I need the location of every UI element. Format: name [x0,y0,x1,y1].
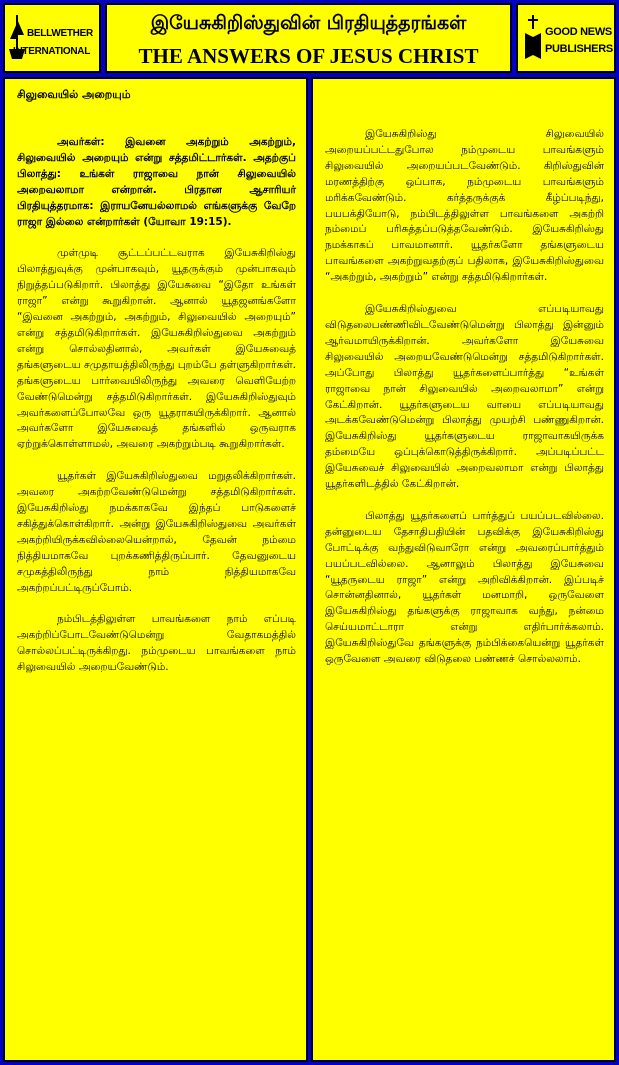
header-title-box [105,3,512,73]
paragraph: பிலாத்து யூதர்களைப் பார்த்துப் பயப்படவில்லை. தன்னுடைய தேசாதிபதியின் பதவிக்கு இயேசுகிறிஸ்து போட்டிக்கு வந்துவிடுவாரோ என்று அவரைப்பார்த்தும் பயப்படவில்லை. ஆனாலும் பிலாத்து இயேசுவை “யூதருடைய ராஜா” என்று அறிவிக்கிறான். இப்படிச் சொன்னதினால், யூதர்கள் மனமாறி, ஒருவேளை இயேசுகிறிஸ்து தங்களுக்கு ராஜாவாக வந்து, நன்மை செய்யமாட்டாரா என்று எதிர்பார்க்கலாம். இயேசுகிறிஸ்துவே தங்களுக்கு நம்பிக்கையென்று யூதர்கள் ஒருவேளை அவரை விடுதலை பண்ணச் சொல்லலாம். [325,509,604,666]
title-english: THE ANSWERS OF JESUS CHRIST [138,44,479,68]
bellwether-line1: BELLWETHER [27,28,93,39]
bellwether-line2: INTERNATIONAL [13,46,91,57]
paragraph: முள்முடி சூட்டப்பட்டவராக இயேசுகிறிஸ்து பிலாத்துவுக்கு முன்பாகவும், யூதருக்கும் முன்பாகவும் நிறுத்தப்படுகிறார். பிலாத்து இயேசுவை “இதோ உங்கள் ராஜா” என்று கூறுகிறான். ஆனால் யூதஜனங்களோ “இவனை அகற்றும், அகற்றும், சிலுவையில் அறையும்” என்று சத்தமிடுகிறார்கள். இயேசுகிறிஸ்துவை அகற்றும் என்று சொல்லதினால், அவர்கள் இயேசுவைத் தங்களுடைய சமுதாயத்திலிருந்து புறம்பே தள்ளுகிறார்கள். தங்களுடைய பார்வையிலிருந்து அவரை வெளியேற்ற வேண்டுமென்று சத்தமிடுகிறார்கள். இயேசுகிறிஸ்துவும் அவர்களைப்போலவே ஒரு யூதராகயிருக்கிறார். ஆனால் அவர்களோ இயேசுவைத் தங்களில் ஒருவராக ஏற்றுக்கொள்ளாமல், அவரை அகற்றும்படி கூறுகிறார்கள். [17,247,296,451]
article-heading: சிலுவையில் அறையும் [17,88,131,101]
good-news-line1: GOOD NEWS [545,26,612,38]
title-tamil: இயேசுகிறிஸ்துவின் பிரதியுத்தரங்கள் [150,12,467,34]
good-news-logo [516,3,616,73]
paragraph: நம்பிடத்திலுள்ள பாவங்களை நாம் எப்படி அகற்றிப்போடவேண்டுமென்று வேதாகமத்தில் சொல்லப்பட்டிருக்கிறது. நம்முடைய பாவங்களை நாம் சிலுவையில் அறையவேண்டும். [17,613,296,674]
paragraph: இயேசுகிறிஸ்து சிலுவையில் அறையப்பட்டதுபோல நம்முடைய பாவங்களும் சிலுவையில் அறையப்படவேண்டும். கிறிஸ்துவின் மரணத்திற்கு ஒப்பாக, நம்முடைய பாவங்களும் மரிக்கவேண்டும். கர்த்தருக்குக் கீழ்ப்படிந்து, பயபக்தியோடு, நம்பிடத்திலுள்ள பாவங்களை அகற்றி நம்மைப் பரிசுத்தப்படுத்தவேண்டும். இயேசுகிறிஸ்து நமக்காகப் பாவமானார். யூதர்களோ தங்களுடைய பாவங்களை அகற்றுவதற்குப் பதிலாக, இயேசுகிறிஸ்துவை “அகற்றும், அகற்றும்” என்று சத்தமிடுகிறார்கள். [325,128,604,284]
good-news-book-icon [524,15,542,61]
article-column-right [311,77,616,1062]
paragraph: இயேசுகிறிஸ்துவை எப்படியாவது விடுதலைபண்ணிவிடவேண்டுமென்று பிலாத்து இன்னும் ஆர்வமாயிருக்கிறான். அவர்களோ இயேசுவை சிலுவையில் அறையவேண்டுமென்று சத்தமிடுகிறார்கள். அப்போது பிலாத்து யூதர்களைப்பார்த்து “உங்கள் ராஜாவை நான் சிலுவையில் அறைவலாமா” என்று கேட்கிறான். யூதர்களுடைய வாயை எப்படியாவது அடக்கவேண்டுமென்று பிலாத்து முயற்சி பண்ணுகிறான். இயேசுகிறிஸ்து யூதர்களுடைய ராஜாவாகயிருக்க தம்மையே ஒப்புக்கொடுத்திருக்கிறார். அப்படிப்பட்ட இயேசுவைச் சிலுவையில் அறைவலாமா என்று பிலாத்து யூதர்களிடத்தில் கேட்கிறான். [325,303,604,491]
intro-paragraph: அவர்கள்: இவனை அகற்றும் அகற்றும், சிலுவையில் அறையும் என்று சத்தமிட்டார்கள். அதற்குப் பிலாத்து: உங்கள் ராஜாவை நான் சிலுவையில் அறைவலாமா என்றான். பிரதான ஆசாரியர் பிரதியுத்தரமாக: இராயனேயல்லாமல் எங்களுக்கு வேறே ராஜா இல்லை என்றார்கள் (யோவா 19:15). [17,136,296,228]
article-column-left [3,77,308,1062]
paragraph: யூதர்கள் இயேசுகிறிஸ்துவை மறுதலிக்கிறார்கள். அவரை அகற்றவேண்டுமென்று சத்தமிடுகிறார்கள். இயேசுகிறிஸ்து நமக்காகவே இந்தப் பாடுகளைச் சகித்துக்கொள்கிறார். அன்று இயேசுகிறிஸ்துவை அவர்கள் அகற்றியிருக்கவில்லையென்றால், தேவன் நம்மை நித்தியமாகவே புறக்கணித்திருப்பார். தேவனுடைய சமுகத்திலிருந்து நாம் நித்தியமாகவே அகற்றப்பட்டிருப்போம். [17,470,296,594]
bellwether-logo [3,3,101,73]
good-news-line2: PUBLISHERS [545,43,613,55]
